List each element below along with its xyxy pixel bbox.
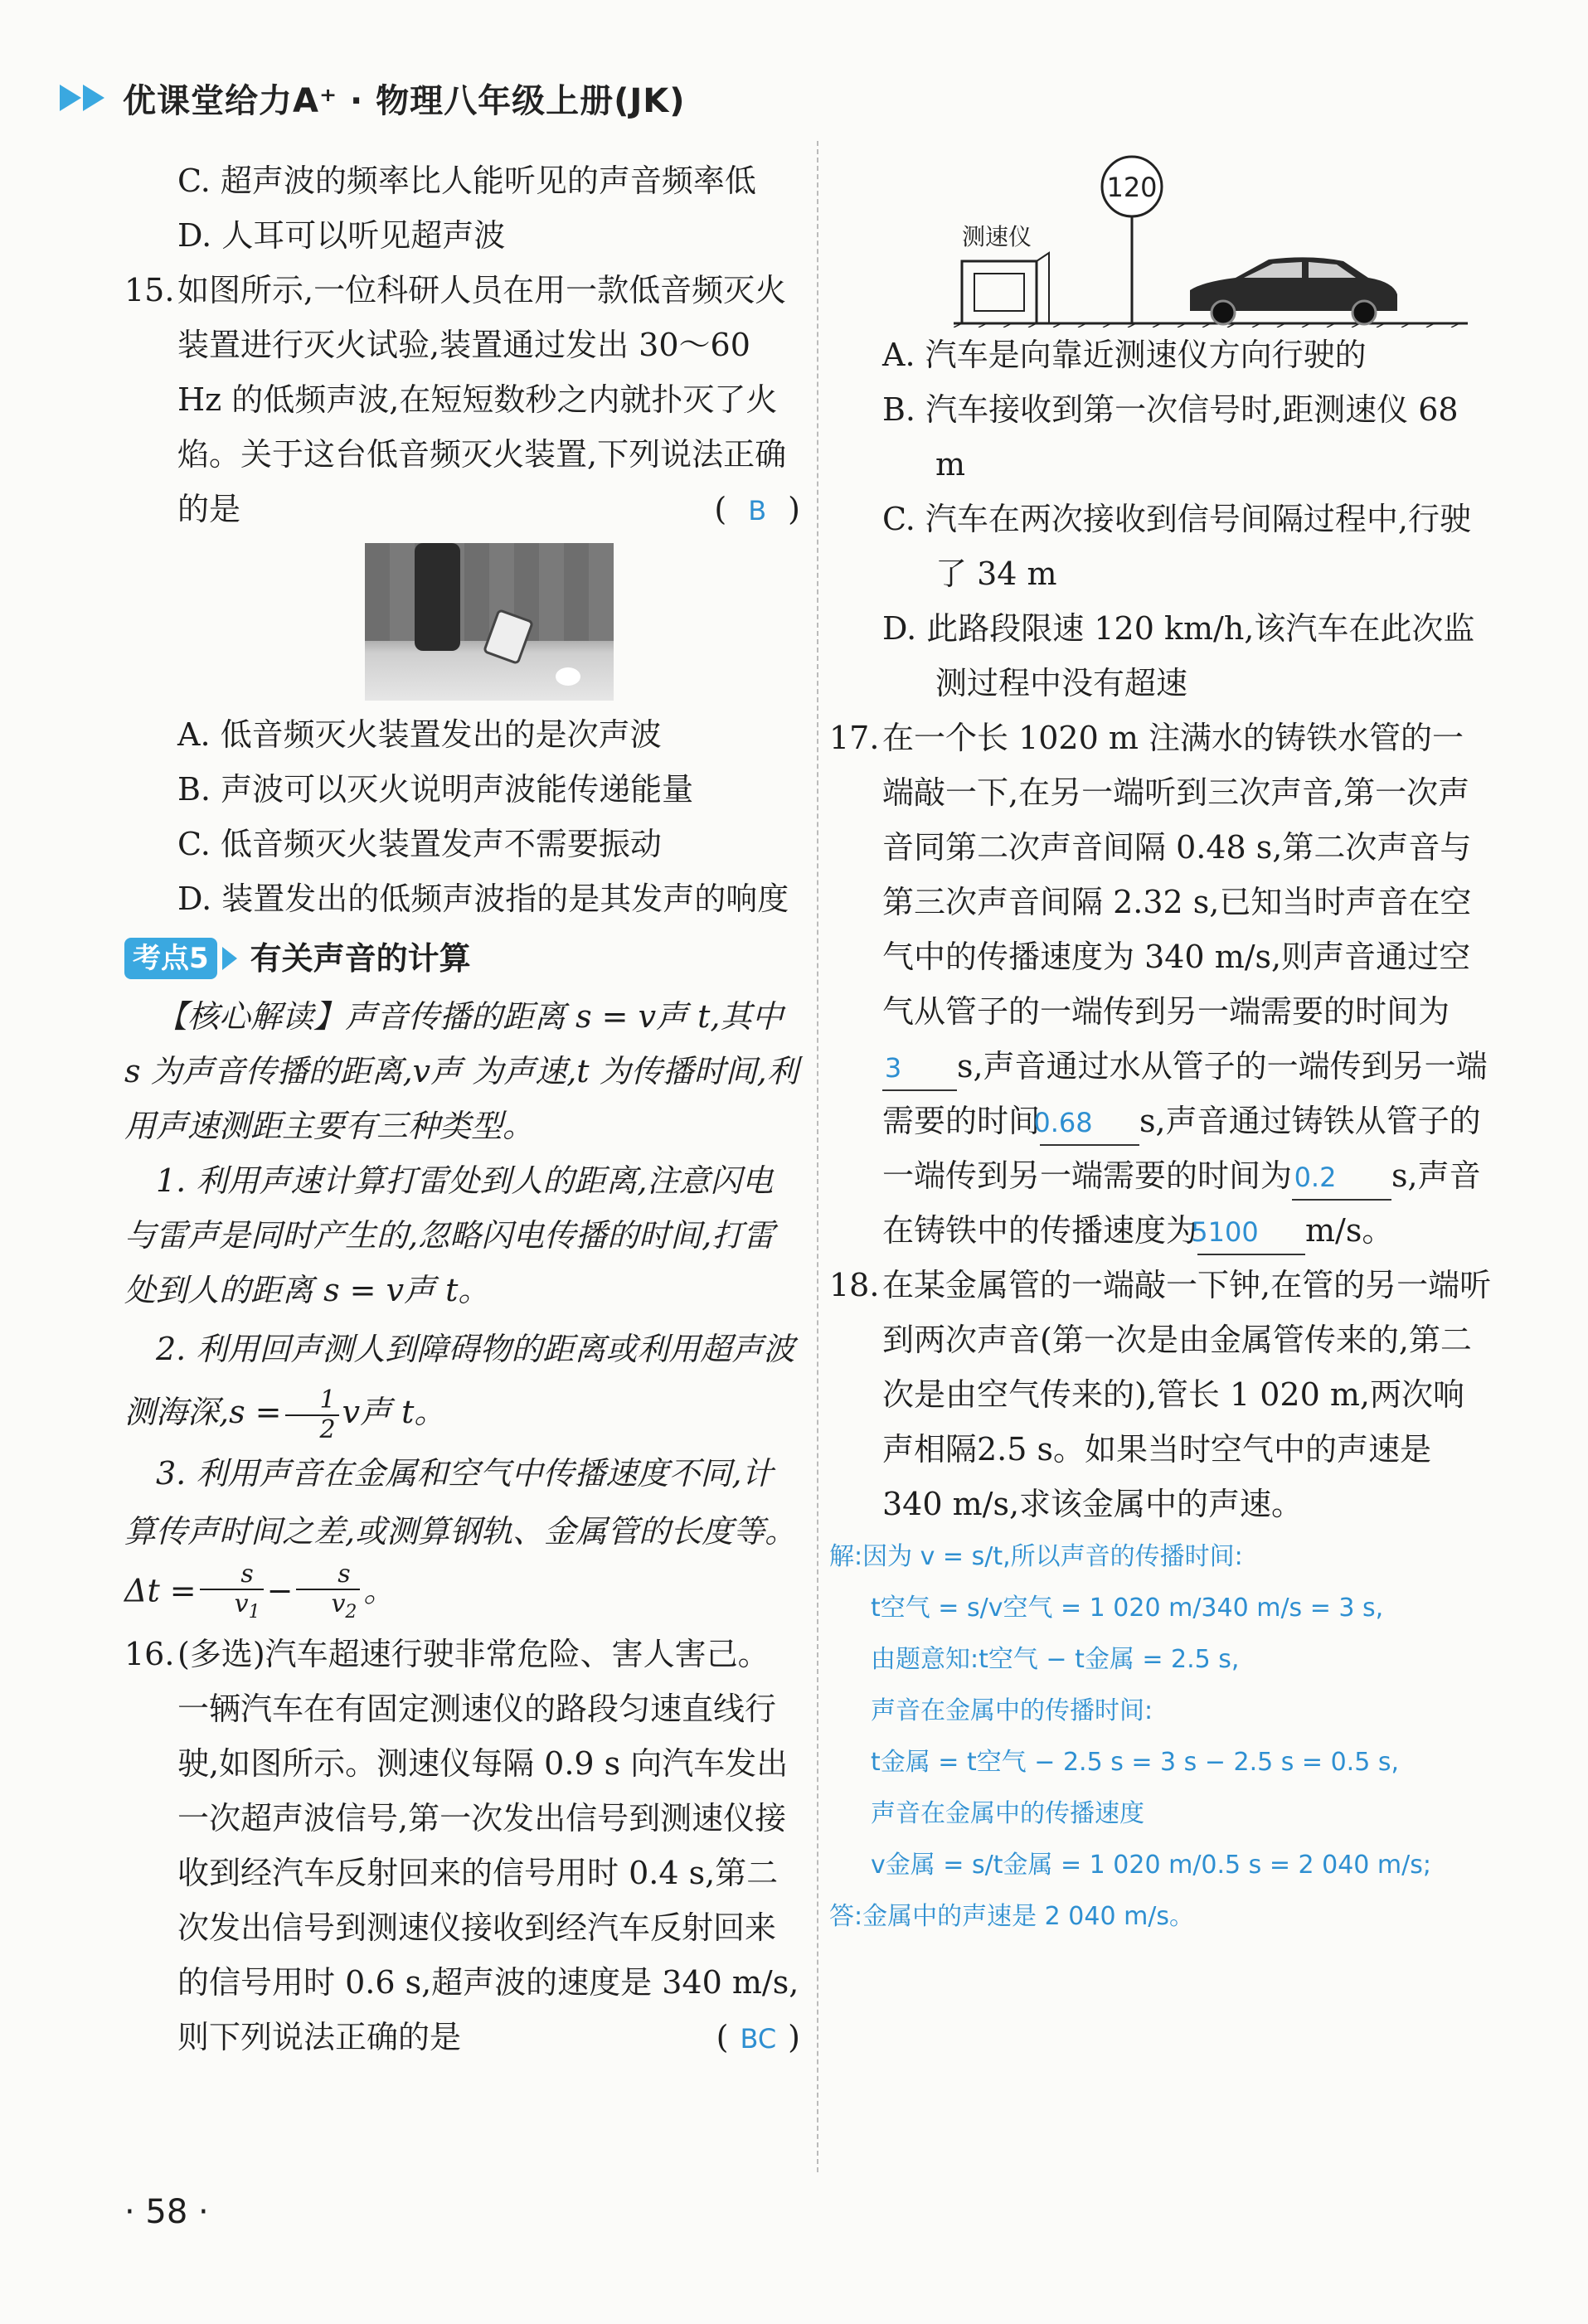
q15-answer: B — [748, 495, 767, 526]
q17-text-1: 在一个长 1020 m 注满水的铸铁水管的一端敲一下,在另一端听到三次声音,第一次声音同第二次声音间隔 0.48 s,第二次声音与第三次声音间隔 2.32 s,已知当时声音在空气中的传播速度为 340 m/s,则声音通过空气从管子的一端传到另一端需要的时间为 — [882, 720, 1472, 1030]
speed-limit-value: 120 — [1106, 172, 1158, 203]
q17-text-4: s,声音在铸铁中的传播速度为 — [882, 1157, 1481, 1249]
q15-number: 15. — [124, 272, 175, 308]
column-divider — [817, 141, 818, 2172]
section-heading — [124, 931, 800, 986]
q14-option-d: D. 人耳可以听见超声波 — [177, 217, 506, 254]
section-title: 有关声音的计算 — [250, 940, 471, 977]
q15-option-c: C. 低音频灭火装置发声不需要振动 — [177, 826, 662, 862]
section-badge: 考点5 — [124, 938, 217, 979]
q16-text: (多选)汽车超速行驶非常危险、害人害己。一辆汽车在有固定测速仪的路段匀速直线行驶,如图所示。测速仪每隔 0.9 s 向汽车发出一次超声波信号,第一次发出信号到测速仪接收到经汽车反射回来的信号用时 0.4 s,第二次发出信号到测速仪接收到经汽车反射回来的信号用时 0.6 s,超声波的速度是 340 m/s,则下列说法正确的是 — [177, 1635, 799, 2055]
q17-text-5: m/s。 — [1305, 1212, 1394, 1249]
page-header — [60, 73, 686, 123]
q18-number: 18. — [829, 1267, 880, 1303]
arrow-icon — [60, 85, 104, 111]
question-17 — [829, 711, 1493, 1258]
q16-option-c: C. 汽车在两次接收到信号间隔过程中,行驶了 34 m — [882, 501, 1471, 592]
q16-answer-paren: ( BC ) — [716, 2018, 800, 2055]
core-analysis-1: 【核心解读】声音传播的距离 s = v声 t,其中 s 为声音传播的距离,v声 为声速,t 为传播时间,利用声速测距主要有三种类型。 — [124, 998, 799, 1144]
core-3-tail: v声 t。 — [342, 1394, 446, 1430]
solution-line-7: v金属 = s/t金属 = 1 020 m/0.5 s = 2 040 m/s; — [871, 1851, 1431, 1880]
speed-camera-box — [962, 261, 1037, 323]
solution-line-6: 声音在金属中的传播速度 — [871, 1799, 1144, 1828]
solution-line-4: 声音在金属中的传播时间: — [871, 1696, 1153, 1725]
solution-line-3: 由题意知:t空气 − t金属 = 2.5 s, — [871, 1645, 1240, 1674]
delta-t-fraction-1: $\frac{s}{v_1}$ — [200, 1560, 264, 1627]
q15-answer-paren: ( B ) — [714, 491, 800, 527]
left-column — [124, 153, 800, 2066]
q14-option-c: C. 超声波的频率比人能听见的声音频率低 — [177, 163, 756, 199]
q16-option-d: D. 此路段限速 120 km/h,该汽车在此次监测过程中没有超速 — [882, 610, 1475, 701]
q16-option-a: A. 汽车是向靠近测速仪方向行驶的 — [882, 337, 1367, 373]
q18-solution — [829, 1531, 1493, 1943]
q17-blank-iron-time: 0.2 — [1292, 1156, 1391, 1201]
solution-line-1: 解:因为 v = s/t,所以声音的传播时间: — [829, 1542, 1243, 1571]
speed-camera-diagram — [954, 153, 1468, 327]
q17-text-2: s,声音通过水从管子的一端传到另一端需要的时间 — [882, 1048, 1488, 1139]
core-3-text: 2. 利用回声测人到障碍物的距离或利用超声波测海深,s = — [124, 1331, 795, 1430]
question-15 — [124, 263, 800, 536]
header-title: 优课堂给力A⁺ · 物理八年级上册(JK) — [123, 81, 686, 120]
core-analysis-2: 1. 利用声速计算打雷处到人的距离,注意闪电与雷声是同时产生的,忽略闪电传播的时间,打雷处到人的距离 s = v声 t。 — [124, 1162, 775, 1308]
core-analysis-4: 3. 利用声音在金属和空气中传播速度不同,计算传声时间之差,或测算钢轨、金属管的长度等。Δt = $\frac{s}{v_1}$ − $\frac{s}{v_2}$ 。 — [124, 1444, 800, 1627]
solution-line-5: t金属 = t空气 − 2.5 s = 3 s − 2.5 s = 0.5 s, — [871, 1748, 1399, 1777]
core-analysis-3 — [124, 1317, 800, 1444]
q16-answer: BC — [740, 2022, 777, 2055]
right-column — [829, 153, 1493, 1943]
delta-t-fraction-2: $\frac{s}{v_2}$ — [296, 1560, 360, 1627]
q15-option-a: A. 低音频灭火装置发出的是次声波 — [177, 716, 662, 753]
q17-blank-iron-speed: 5100 — [1197, 1211, 1305, 1255]
solution-line-2: t空气 = s/v空气 = 1 020 m/340 m/s = 3 s, — [871, 1594, 1384, 1623]
question-18 — [829, 1258, 1493, 1531]
solution-answer: 答:金属中的声速是 2 040 m/s。 — [829, 1902, 1195, 1931]
q17-number: 17. — [829, 720, 880, 756]
core-4-text: 3. 利用声音在金属和空气中传播速度不同,计算传声时间之差,或测算钢轨、金属管的长度等。Δt = — [124, 1454, 797, 1608]
page-number: · 58 · — [124, 2193, 209, 2231]
speed-camera-label: 测速仪 — [962, 223, 1032, 250]
q17-blank-water: 0.68 — [1040, 1101, 1139, 1146]
fire-extinguisher-photo — [365, 543, 614, 701]
q15-option-d: D. 装置发出的低频声波指的是其发声的响度 — [177, 881, 789, 917]
q17-blank-air: 3 — [882, 1046, 957, 1091]
half-fraction: $\frac{1}{2}$ — [285, 1386, 339, 1444]
q15-option-b: B. 声波可以灭火说明声波能传递能量 — [177, 771, 694, 808]
q16-option-b: B. 汽车接收到第一次信号时,距测速仪 68 m — [882, 391, 1459, 483]
q15-text: 如图所示,一位科研人员在用一款低音频灭火装置进行灭火试验,装置通过发出 30～60 Hz 的低频声波,在短短数秒之内就扑灭了火焰。关于这台低音频灭火装置,下列说法正确的是 — [177, 272, 787, 527]
car-icon — [1190, 257, 1397, 324]
play-icon — [222, 947, 237, 970]
q17-text-3: s,声音通过铸铁从管子的一端传到另一端需要的时间为 — [882, 1103, 1481, 1194]
question-16 — [124, 1627, 800, 2064]
q18-text: 在某金属管的一端敲一下钟,在管的另一端听到两次声音(第一次是由金属管传来的,第二次是由空气传来的),管长 1 020 m,两次响声相隔2.5 s。如果当时空气中的声速是 340 m/s,求该金属中的声速。 — [882, 1267, 1492, 1522]
q16-number: 16. — [124, 1635, 175, 1672]
